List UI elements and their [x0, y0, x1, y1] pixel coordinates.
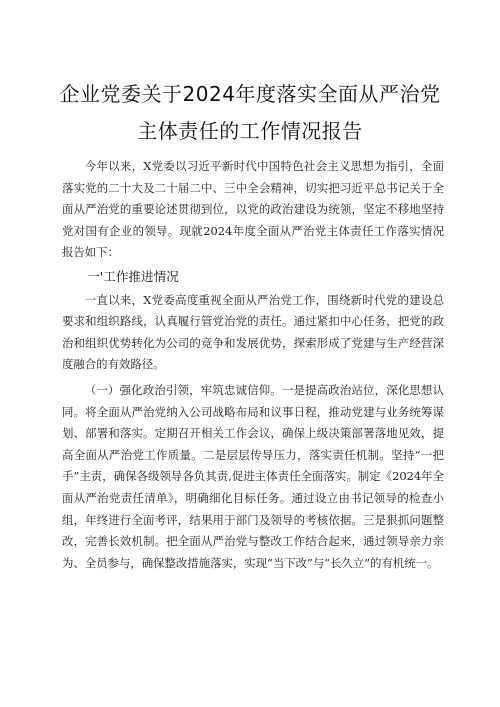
document-title-line-2: 主体责任的工作情况报告	[137, 119, 363, 143]
intro-paragraph: 今年以来，X党委以习近平新时代中国特色社会主义思想为指引，全面落实党的二十大及二十届二中、三中全会精神，切实把习近平总书记关于全面从严治党的重要论述贯彻到位，以党的政治建设为统领，坚定不移地坚持党对国有企业的领导。现就2024年度全面从严治党主体责任工作落实情况报告如下：	[62, 159, 444, 260]
section-paragraph-political-guidance: （一）强化政治引领，牢筑忠诚信仰。一是提高政治站位，深化思想认同。将全面从严治党纳入公司战略布局和议事日程，推动党建与业务统筹谋划、部署和落实。定期召开相关工作会议，确保上级决策部署落地见效，提高全面从严治党工作质量。二是层层传导压力，落实责任机制。坚持“一把手”主责，确保各级领导各负其责,促进主体责任全面落实。制定《2024年全面从严治党责任清单》，明确细化目标任务。通过设立由书记领导的检查小组，年终进行全面考评，结果用于部门及领导的考核依据。三是狠抓问题整改，完善长效机制。把全面从严治党与整改工作结合起来，通过领导亲力亲为、全员参与，确保整改措施落实，实现“当下改”与“长久立”的有机统一。	[62, 382, 444, 570]
section-paragraph-overview: 一直以来，X党委高度重视全面从严治党工作，围绕新时代党的建设总要求和组织路线，认真履行管党治党的责任。通过紧扣中心任务，把党的政治和组织优势转化为公司的竞争和发展优势，探索形成了党建与生产经营深度融合的有效路径。	[62, 292, 444, 372]
section-heading-progress: 一'工作推进情况	[87, 268, 179, 284]
document-title-line-1: 企业党委关于2024年度落实全面从严治党	[59, 82, 441, 106]
document-body	[62, 156, 444, 574]
